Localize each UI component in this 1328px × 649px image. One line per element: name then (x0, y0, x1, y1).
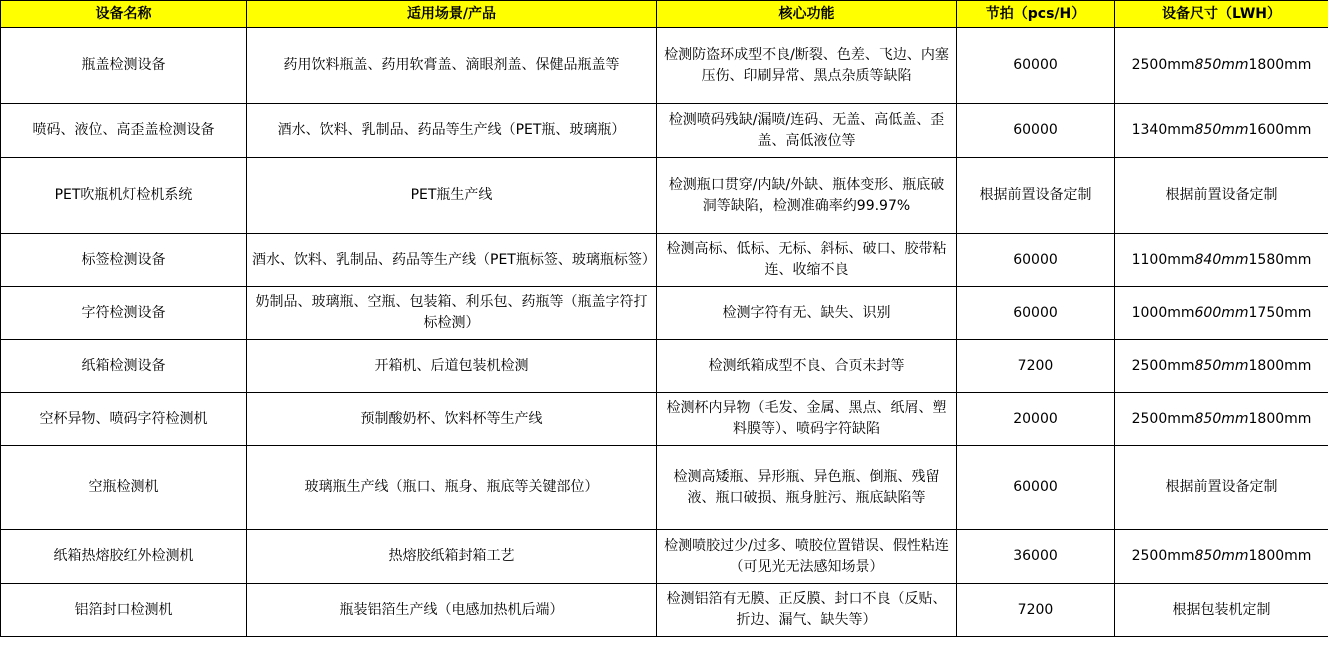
cell-rate: 60000 (957, 234, 1115, 287)
cell-device-name: 标签检测设备 (1, 234, 247, 287)
table-row (1, 340, 1328, 393)
cell-scene: 开箱机、后道包装机检测 (247, 340, 657, 393)
cell-function: 检测防盗环成型不良/断裂、色差、飞边、内塞压伤、印刷异常、黑点杂质等缺陷 (657, 28, 957, 104)
cell-function: 检测高矮瓶、异形瓶、异色瓶、倒瓶、残留液、瓶口破损、瓶身脏污、瓶底缺陷等 (657, 446, 957, 530)
cell-rate: 7200 (957, 340, 1115, 393)
header-core-function: 核心功能 (657, 1, 957, 28)
cell-size: 根据包装机定制 (1115, 584, 1328, 637)
cell-size (1115, 340, 1328, 393)
size-height: 1800mm (1248, 357, 1312, 374)
size-height: 1580mm (1248, 251, 1312, 268)
cell-rate: 60000 (957, 104, 1115, 158)
table-row (1, 584, 1328, 637)
cell-scene: 瓶装铝箔生产线（电感加热机后端） (247, 584, 657, 637)
cell-size (1115, 104, 1328, 158)
cell-function: 检测喷码残缺/漏喷/连码、无盖、高低盖、歪盖、高低液位等 (657, 104, 957, 158)
size-height: 1600mm (1248, 122, 1312, 138)
cell-function: 检测纸箱成型不良、合页未封等 (657, 340, 957, 393)
size-height: 1800mm (1248, 548, 1312, 564)
size-length: 2500mm (1131, 548, 1195, 564)
size-length: 1100mm (1131, 251, 1195, 268)
cell-scene: 药用饮料瓶盖、药用软膏盖、滴眼剂盖、保健品瓶盖等 (247, 28, 657, 104)
size-length: 2500mm (1131, 357, 1195, 374)
cell-rate: 7200 (957, 584, 1115, 637)
table-row (1, 393, 1328, 446)
table-row (1, 446, 1328, 530)
header-scene: 适用场景/产品 (247, 1, 657, 28)
cell-size (1115, 28, 1328, 104)
cell-size: 根据前置设备定制 (1115, 158, 1328, 234)
cell-rate: 20000 (957, 393, 1115, 446)
cell-function: 检测铝箔有无膜、正反膜、封口不良（反贴、折边、漏气、缺失等） (657, 584, 957, 637)
size-length: 1340mm (1131, 122, 1195, 138)
cell-size (1115, 530, 1328, 584)
header-size: 设备尺寸（LWH） (1115, 1, 1328, 28)
cell-function: 检测杯内异物（毛发、金属、黑点、纸屑、塑料膜等）、喷码字符缺陷 (657, 393, 957, 446)
cell-device-name: 铝箔封口检测机 (1, 584, 247, 637)
cell-function: 检测瓶口贯穿/内缺/外缺、瓶体变形、瓶底破洞等缺陷，检测准确率约99.97% (657, 158, 957, 234)
size-length: 2500mm (1131, 57, 1195, 73)
cell-rate: 60000 (957, 28, 1115, 104)
cell-size (1115, 393, 1328, 446)
size-length: 1000mm (1131, 304, 1195, 321)
cell-function: 检测高标、低标、无标、斜标、破口、胶带粘连、收缩不良 (657, 234, 957, 287)
cell-device-name: 瓶盖检测设备 (1, 28, 247, 104)
table-row (1, 28, 1328, 104)
size-width: 850mm (1194, 357, 1249, 374)
cell-scene: 酒水、饮料、乳制品、药品等生产线（PET瓶、玻璃瓶） (247, 104, 657, 158)
size-width: 600mm (1194, 304, 1249, 321)
size-width: 850mm (1194, 57, 1249, 73)
cell-device-name: 纸箱热熔胶红外检测机 (1, 530, 247, 584)
cell-function: 检测字符有无、缺失、识别 (657, 287, 957, 340)
cell-rate: 36000 (957, 530, 1115, 584)
cell-device-name: 喷码、液位、高歪盖检测设备 (1, 104, 247, 158)
size-length: 2500mm (1131, 410, 1195, 427)
cell-size: 根据前置设备定制 (1115, 446, 1328, 530)
table-row (1, 104, 1328, 158)
table-row (1, 530, 1328, 584)
header-rate: 节拍（pcs/H） (957, 1, 1115, 28)
cell-scene: PET瓶生产线 (247, 158, 657, 234)
cell-scene: 奶制品、玻璃瓶、空瓶、包装箱、利乐包、药瓶等（瓶盖字符打标检测） (247, 287, 657, 340)
size-width: 840mm (1194, 251, 1249, 268)
size-width: 850mm (1194, 410, 1249, 427)
header-device-name: 设备名称 (1, 1, 247, 28)
cell-size (1115, 234, 1328, 287)
cell-device-name: 纸箱检测设备 (1, 340, 247, 393)
table-row (1, 158, 1328, 234)
cell-device-name: PET吹瓶机灯检机系统 (1, 158, 247, 234)
cell-size (1115, 287, 1328, 340)
table-row (1, 287, 1328, 340)
cell-scene: 热熔胶纸箱封箱工艺 (247, 530, 657, 584)
size-height: 1800mm (1248, 57, 1312, 73)
size-width: 850mm (1194, 548, 1249, 564)
table-row (1, 234, 1328, 287)
cell-device-name: 空杯异物、喷码字符检测机 (1, 393, 247, 446)
cell-rate: 60000 (957, 287, 1115, 340)
cell-device-name: 空瓶检测机 (1, 446, 247, 530)
size-height: 1750mm (1248, 304, 1312, 321)
cell-scene: 预制酸奶杯、饮料杯等生产线 (247, 393, 657, 446)
cell-rate: 根据前置设备定制 (957, 158, 1115, 234)
cell-scene: 酒水、饮料、乳制品、药品等生产线（PET瓶标签、玻璃瓶标签） (247, 234, 657, 287)
header-row (1, 1, 1328, 28)
cell-rate: 60000 (957, 446, 1115, 530)
size-height: 1800mm (1248, 410, 1312, 427)
size-width: 850mm (1194, 122, 1249, 138)
cell-device-name: 字符检测设备 (1, 287, 247, 340)
cell-function: 检测喷胶过少/过多、喷胶位置错误、假性粘连（可见光无法感知场景） (657, 530, 957, 584)
cell-scene: 玻璃瓶生产线（瓶口、瓶身、瓶底等关键部位） (247, 446, 657, 530)
